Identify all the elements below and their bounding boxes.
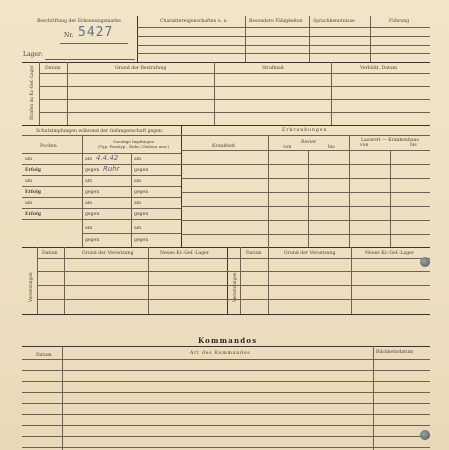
lager-underline: [45, 59, 135, 60]
lazarett-label: Lazarett — Krankenhaus: [361, 138, 419, 143]
impf-row-1-mid: am: [85, 157, 93, 162]
fuehrung-label: Führung: [389, 19, 410, 24]
strafen-strafmass: Strafmaß: [262, 66, 284, 71]
kommandos-rueckkehr: Rückkehrdatum: [376, 350, 414, 355]
erkrankungen-title: Erkrankungen: [282, 128, 328, 133]
impf-row-6-right: gegen: [134, 212, 149, 217]
lazarett-von: von: [360, 143, 369, 148]
impf-row-5-right: am: [134, 201, 142, 206]
revier-bis: bis: [328, 145, 335, 150]
kommandos-art: Art des Kommandos: [190, 351, 251, 356]
impf-row-5-mid: am: [85, 201, 93, 206]
versetzungen-left-side-label: Versetzungen: [29, 272, 34, 302]
header-divider: [137, 16, 138, 62]
punch-hole-upper: [420, 257, 430, 267]
punch-hole-lower: [420, 430, 430, 440]
impfungen-title: Schutzimpfungen während der Gefangenschaft gegen: [36, 129, 162, 134]
versetzungen-right-side-label: Versetzungen: [233, 272, 238, 302]
vers-left-grund: Grund der Versetzung: [82, 251, 134, 256]
impf-row-1-right: am: [134, 157, 142, 162]
impf-row-3-right: am: [134, 179, 142, 184]
impf-row-2-right: gegen: [134, 168, 149, 173]
faehigkeiten-label: Besondere Fähigkeiten: [249, 19, 303, 24]
impf-row-6-left: Erfolg: [25, 212, 41, 217]
impf-row-2-value: Ruhr: [103, 165, 120, 173]
header-bottom-rule: [22, 62, 430, 63]
impf-row-6-mid: gegen: [85, 212, 100, 217]
strafen-datum: Datum: [45, 66, 61, 71]
beschriftung-label: Beschriftung der Erkennungsmarke: [37, 19, 121, 24]
revier-label: Revier: [301, 140, 317, 145]
vers-right-grund: Grund der Versetzung: [284, 251, 336, 256]
strafen-side-label: Strafen im Kr.-Gef.-Lager: [30, 65, 35, 120]
vers-left-datum: Datum: [42, 251, 58, 256]
revier-von: von: [283, 145, 292, 150]
kommandos-title: Kommandos: [198, 336, 258, 345]
impf-row-4-mid: gegen: [85, 190, 100, 195]
impf-row-8-mid: gegen: [85, 238, 100, 243]
impf-row-4-left: Erfolg: [25, 190, 41, 195]
impf-row-1-left: am: [25, 157, 33, 162]
sprachkenntnisse-label: Sprachkenntnisse: [313, 19, 355, 24]
impf-row-3-left: am: [25, 179, 33, 184]
impf-row-7-mid: am: [85, 226, 93, 231]
impf-row-3-mid: am: [85, 179, 93, 184]
impf-row-8-right: gegen: [134, 238, 149, 243]
sonstige-label-1: Sonstige Impfungen: [113, 139, 154, 144]
charakter-label: Charaktereigenschaften u. a.: [160, 19, 228, 24]
impf-row-4-right: gegen: [134, 190, 149, 195]
impf-row-7-right: am: [134, 226, 142, 231]
krankheit-label: Krankheit: [212, 144, 236, 149]
lager-label: Lager:: [23, 51, 43, 58]
kommandos-datum: Datum: [36, 353, 52, 358]
nr-value: 5427: [78, 25, 114, 40]
impf-row-2-mid: gegen: [85, 168, 100, 173]
strafen-grund: Grund der Bestrafung: [115, 66, 167, 71]
nr-label: Nr.: [64, 32, 74, 39]
vers-right-neues: Neues Kr.-Gef.-Lager: [365, 251, 414, 256]
impf-row-2-left: Erfolg: [25, 168, 41, 173]
vers-left-neues: Neues Kr.-Gef.-Lager: [160, 251, 209, 256]
pocken-label: Pocken: [40, 144, 57, 149]
sonstige-label-2: (Typ.-Paratyp., Ruhr, Cholera usw.): [98, 144, 169, 149]
impf-row-5-left: am: [25, 201, 33, 206]
impf-row-1-value: 4.4.42: [96, 154, 119, 162]
vers-right-datum: Datum: [246, 251, 262, 256]
nr-underline: [60, 43, 128, 44]
strafen-verbuesst: Verbüßt, Datum: [360, 66, 398, 71]
lazarett-bis: bis: [410, 143, 417, 148]
